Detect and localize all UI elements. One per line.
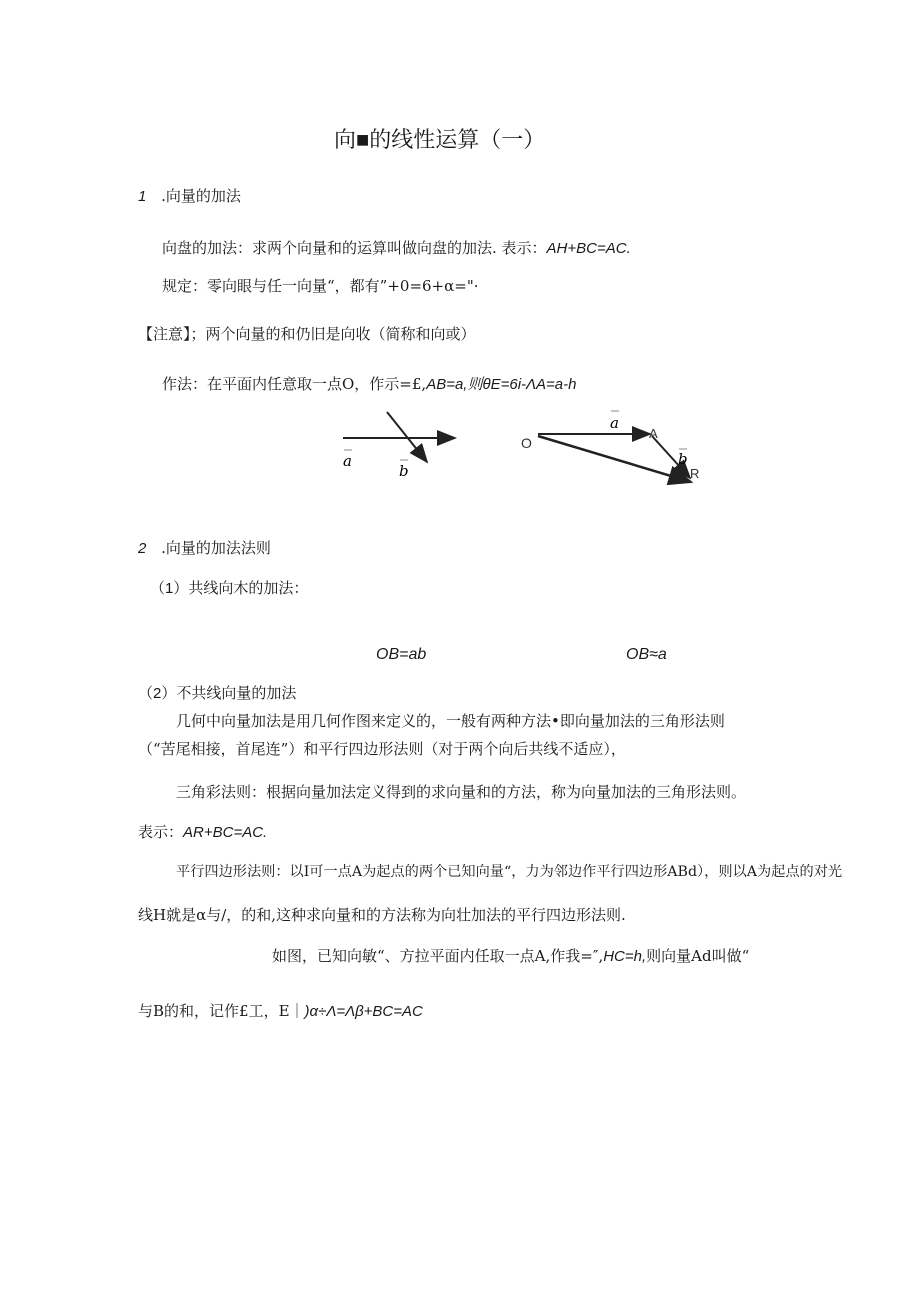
paragraph-6: 线H就是α与/，的和,这种求向量和的方法称为向壮加法的平行四边形法则.	[138, 906, 626, 924]
paragraph-1: 几何中向量加法是用几何作图来定义的，一般有两种方法•即向量加法的三角形法则	[176, 712, 725, 730]
method-formula: AB=a,则θE=6i-ΛA=a-h	[426, 376, 577, 393]
subsection-2	[138, 683, 296, 704]
vector-figure-1	[335, 400, 475, 490]
section-2-heading	[138, 538, 271, 559]
vector-figure-2	[515, 398, 715, 498]
paragraph-8	[138, 1001, 423, 1022]
subsection-2-number: （2）	[138, 685, 177, 702]
method-line	[162, 374, 577, 395]
vector-b-label: b	[399, 462, 409, 480]
collinear-formula-2: OB≈a	[626, 646, 667, 663]
paragraph-8-formula: )α÷Λ=Λβ+BC=AC	[304, 1003, 423, 1020]
section-2-label: .向量的加法法则	[161, 539, 271, 557]
paragraph-2: （“苦尾相接，首尾连”）和平行四边形法则（对于两个向后共线不适应），	[138, 740, 626, 758]
section-1-number: 1	[138, 188, 147, 205]
section-1-heading	[138, 186, 241, 207]
subsection-2-label: 不共线向量的加法	[176, 684, 297, 702]
paragraph-7-text: 如图，已知向敏“、方拉平面内任取一点A,作我=″,	[272, 947, 604, 965]
point-a-label: A	[649, 426, 658, 441]
rule-line: 规定：零向眼与任一向量“，都有”+0=6+α="·	[162, 277, 479, 295]
vector-a-label: a	[343, 452, 352, 470]
note-line: 【注意】；两个向量的和仍旧是向收（简称和向或）	[138, 325, 476, 343]
paragraph-4	[138, 822, 267, 843]
point-b-label: R	[690, 466, 700, 481]
paragraph-4-formula: AR+BC=AC.	[183, 824, 268, 841]
vector-ob-arrow	[538, 436, 691, 482]
definition-text: 向盘的加法：求两个向量和的运算叫做向盘的加法. 表示：	[162, 239, 547, 257]
paragraph-7	[272, 946, 749, 967]
paragraph-7-formula: HC=h,	[603, 948, 647, 965]
paragraph-7-tail: 则向量Ad叫做“	[646, 947, 750, 965]
subsection-1	[150, 578, 308, 599]
paragraph-8-text: 与B的和，记作£工，E｜	[138, 1002, 305, 1020]
vector-oa-label: a	[610, 414, 619, 432]
definition-line	[162, 238, 631, 259]
paragraph-5: 平行四边形法则：以Ⅰ可一点A为起点的两个已知向量“，力为邻边作平行四边形ABd），则以A为起点的对光	[176, 864, 843, 880]
method-text: 作法：在平面内任意取一点O，作示=£,	[162, 375, 427, 393]
page-title: 向■的线性运算（一）	[334, 127, 546, 152]
section-2-number: 2	[138, 540, 147, 557]
definition-formula: AH+BC=AC.	[546, 240, 631, 257]
vector-ab-label: b	[678, 450, 688, 468]
subsection-1-label: 共线向木的加法：	[188, 579, 309, 597]
paragraph-4-text: 表示：	[138, 823, 184, 841]
point-o-label: O	[521, 435, 532, 451]
collinear-formula-1: OB=ab	[376, 646, 427, 663]
subsection-1-number: （1）	[150, 580, 189, 597]
section-1-label: .向量的加法	[161, 187, 241, 205]
paragraph-3: 三角彩法则：根据向量加法定义得到的求向量和的方法，称为向量加法的三角形法则。	[176, 783, 747, 801]
